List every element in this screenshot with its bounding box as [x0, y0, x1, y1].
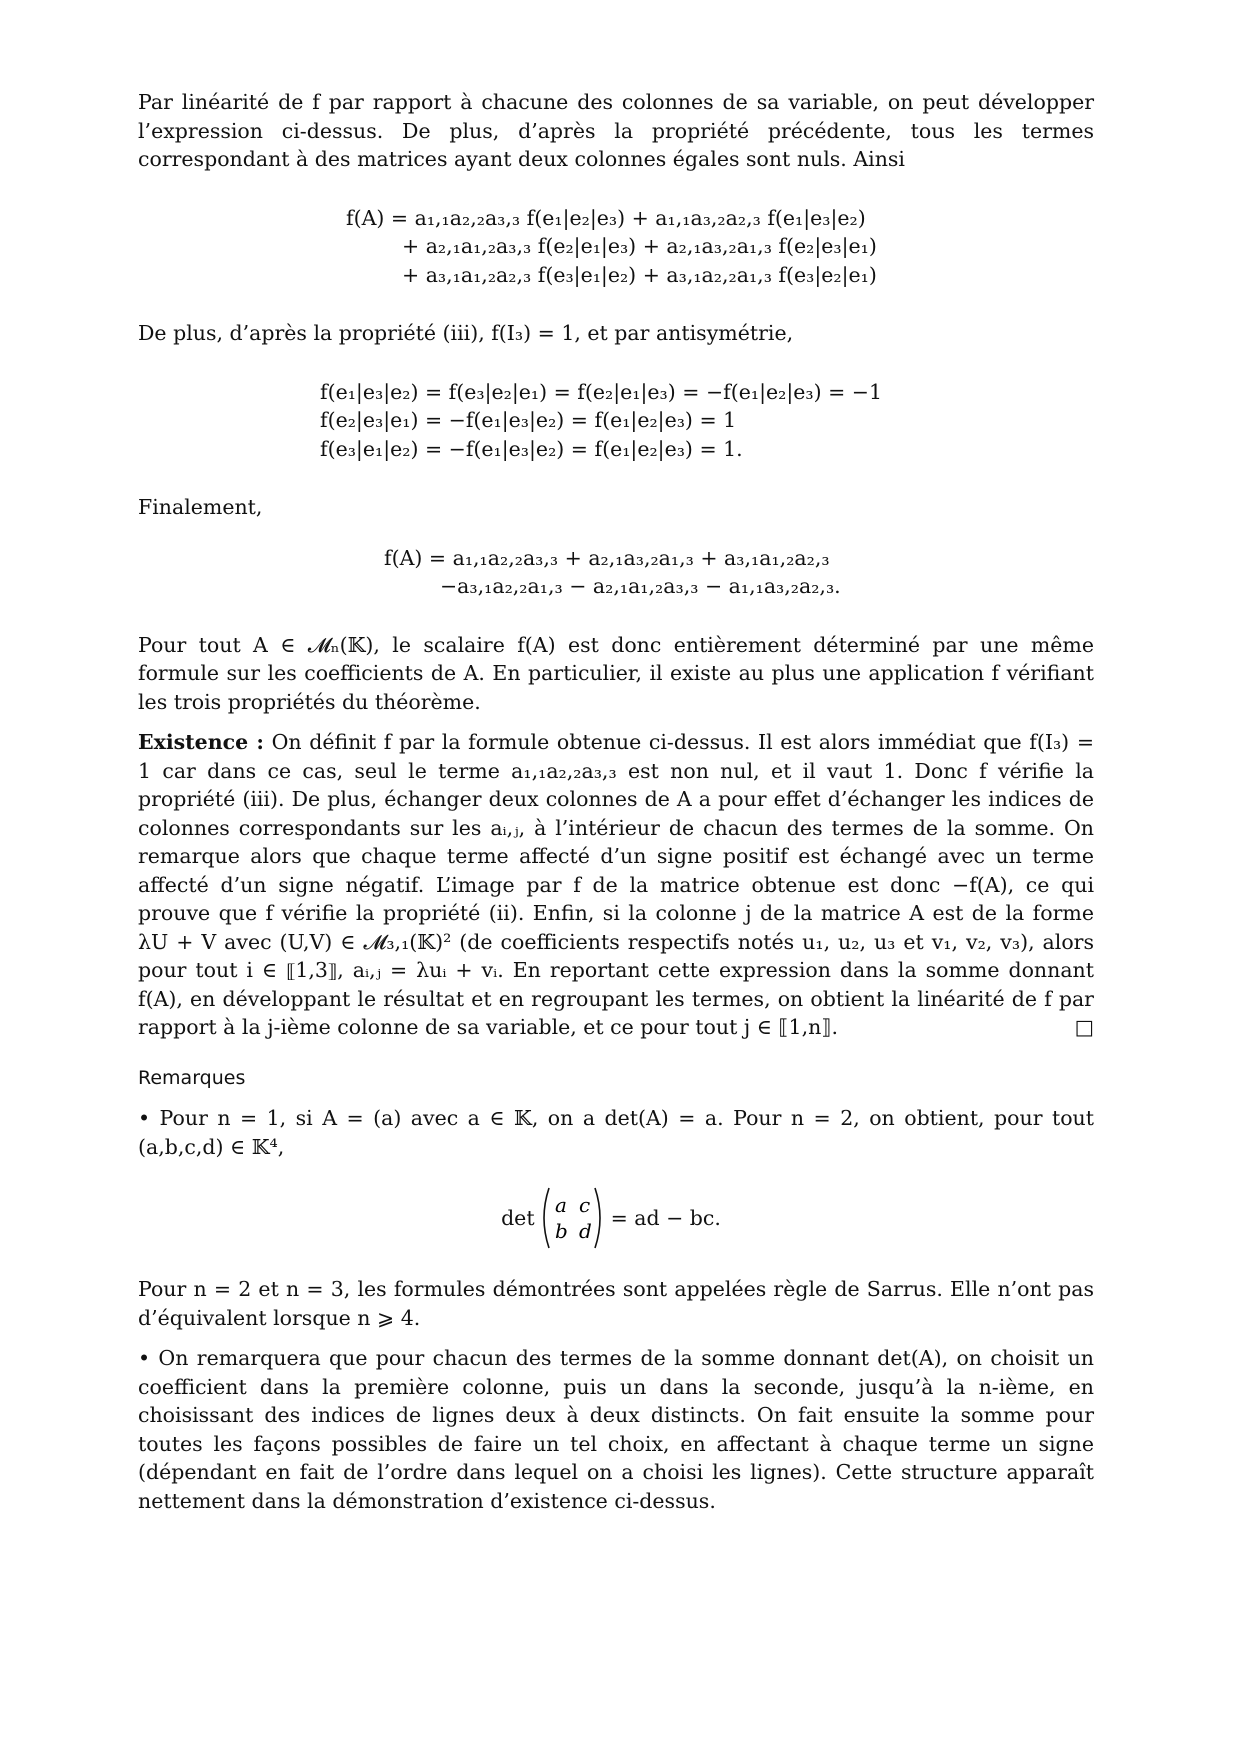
equation-formula [384, 544, 1094, 601]
equation-expansion [346, 204, 1094, 290]
remark-two: • On remarquera que pour chacun des termes de la somme donnant det(A), on choisit un coefficient dans la première colonne, puis un dans la seconde, jusqu’à la n-ième, en choisissant des indices de lignes deux à deux distincts. On fait ensuite la somme pour toutes les façons possibles de faire un tel choix, en affectant à chaque terme un signe (dépendant en fait de l’ordre dans lequel on a choisi les lignes). Cette structure apparaît nettement dans la démonstration d’existence ci-dessus. [138, 1346, 1094, 1513]
matrix-entry-c: c [578, 1193, 590, 1217]
determinant-2x2 [128, 1183, 1094, 1253]
remark-one: • Pour n = 1, si A = (a) avec a ∈ 𝕂, on a det(A) = a. Pour n = 2, on obtient, pour tout (a,b,c,d) ∈ 𝕂⁴, [138, 1106, 1094, 1159]
paragraph-finally: Finalement, [138, 495, 263, 519]
qed-symbol: □ [1074, 1015, 1094, 1039]
equation-values [320, 378, 1094, 464]
det-result: = ad − bc. [610, 1205, 721, 1230]
det-operator: det [501, 1205, 535, 1230]
document-page [138, 88, 1094, 1515]
paragraph-antisymmetry: De plus, d’après la propriété (iii), f(I₃) = 1, et par antisymétrie, [138, 321, 794, 345]
matrix-2x2 [541, 1186, 603, 1250]
equation-line: + a₃,₁a₁,₂a₂,₃ f(e₃|e₁|e₂) + a₃,₁a₂,₂a₁,₃ f(e₃|e₂|e₁) [402, 262, 877, 287]
equation-line: f(A) = a₁,₁a₂,₂a₃,₃ f(e₁|e₂|e₃) + a₁,₁a₃,₂a₂,₃ f(e₁|e₃|e₂) [346, 205, 866, 230]
equation-line: f(A) = a₁,₁a₂,₂a₃,₃ + a₂,₁a₃,₂a₁,₃ + a₃,₁a₁,₂a₂,₃ [384, 545, 830, 570]
equation-line: f(e₃|e₁|e₂) = −f(e₁|e₃|e₂) = f(e₁|e₂|e₃) = 1. [320, 436, 743, 461]
equation-line: f(e₁|e₃|e₂) = f(e₃|e₂|e₁) = f(e₂|e₁|e₃) = −f(e₁|e₂|e₃) = −1 [320, 379, 883, 404]
paragraph-existence [138, 728, 1094, 1042]
matrix-entry-a: a [554, 1193, 567, 1217]
matrix-entry-d: d [578, 1219, 592, 1243]
paragraph-uniqueness: Pour tout A ∈ 𝓜ₙ(𝕂), le scalaire f(A) est donc entièrement déterminé par une même formule sur les coefficients de A. En particulier, il existe au plus une application f vérifiant les trois propriétés du théorème. [138, 632, 1094, 714]
existence-text: On définit f par la formule obtenue ci-dessus. Il est alors immédiat que f(I₃) = 1 car dans ce cas, seul le terme a₁,₁a₂,₂a₃,₃ est non nul, et il vaut 1. Donc f vérifie la propriété (iii). De plus, échanger deux colonnes de A a pour effet d’échanger les indices de colonnes correspondants sur les aᵢ,ⱼ, à l’intérieur de chacun des termes de la somme. On remarque alors que chaque terme affecté d’un signe positif est échangé avec un terme affecté d’un signe négatif. L’image par f de la matrice obtenue est donc −f(A), ce qui prouve que f vérifie la propriété (ii). Enfin, si la colonne j de la matrice A est de la forme λU + V avec (U,V) ∈ 𝓜₃,₁(𝕂)² (de coefficients respectifs notés u₁, u₂, u₃ et v₁, v₂, v₃), alors pour tout i ∈ ⟦1,3⟧, aᵢ,ⱼ = λuᵢ + vᵢ. En reportant cette expression dans la somme donnant f(A), en développant le résultat et en regroupant les termes, on obtient la linéarité de f par rapport à la j-ième colonne de sa variable, et ce pour tout j ∈ ⟦1,n⟧. [138, 730, 1094, 1039]
equation-line: f(e₂|e₃|e₁) = −f(e₁|e₃|e₂) = f(e₁|e₂|e₃) = 1 [320, 408, 737, 432]
existence-label: Existence : [138, 730, 264, 754]
equation-line: −a₃,₁a₂,₂a₁,₃ − a₂,₁a₁,₂a₃,₃ − a₁,₁a₃,₂a₂,₃. [440, 574, 841, 598]
paragraph-linearity: Par linéarité de f par rapport à chacune des colonnes de sa variable, on peut développer l’expression ci-dessus. De plus, d’après la propriété précédente, tous les termes correspondant à des matrices ayant deux colonnes égales sont nuls. Ainsi [138, 90, 1094, 171]
equation-line: + a₂,₁a₁,₂a₃,₃ f(e₂|e₁|e₃) + a₂,₁a₃,₂a₁,₃ f(e₂|e₃|e₁) [402, 234, 877, 258]
remarks-heading: Remarques [138, 1066, 246, 1089]
paragraph-sarrus: Pour n = 2 et n = 3, les formules démontrées sont appelées règle de Sarrus. Elle n’ont pas d’équivalent lorsque n ⩾ 4. [138, 1277, 1094, 1330]
matrix-entry-b: b [554, 1219, 568, 1243]
